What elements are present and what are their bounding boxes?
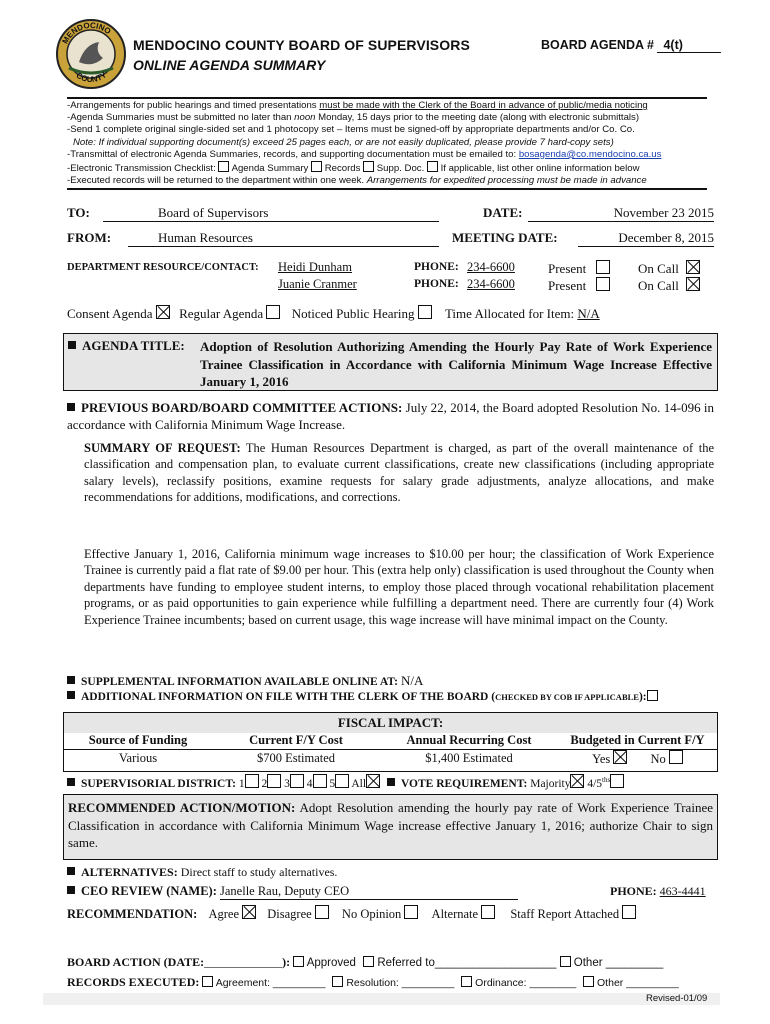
form-title: MENDOCINO COUNTY BOARD OF SUPERVISORS [133, 37, 470, 53]
to-field[interactable]: Board of Supervisors [103, 205, 439, 222]
district-row: SUPERVISORIAL DISTRICT: 1 2 3 4 5 All VOTE REQUIREMENT: Majority $4/5^{ths}$ [67, 774, 624, 790]
agenda-number-label: BOARD AGENDA # [541, 38, 654, 52]
records-executed-row: RECORDS EXECUTED: Agreement: _________ Resolution: _________ Ordinance: ________ Other _________ [67, 975, 679, 989]
fiscal-table [64, 732, 717, 767]
fiscal-impact-box [63, 712, 718, 772]
ceo-recommendation-row: RECOMMENDATION: Agree Disagree No Opinion Alternate Staff Report Attached [67, 905, 636, 922]
referred-checkbox[interactable] [363, 956, 374, 967]
contact-label: DEPARTMENT RESOURCE/CONTACT: [67, 262, 259, 273]
district-all-checkbox[interactable] [366, 774, 380, 788]
previous-actions-label: PREVIOUS BOARD/BOARD COMMITTEE ACTIONS: [81, 400, 403, 415]
contact-name-2: Juanie Cranmer [278, 277, 357, 291]
agenda-number-block [541, 38, 721, 53]
supp-doc-checkbox[interactable] [363, 161, 374, 172]
agenda-title-text: Adoption of Resolution Authorizing Amending the Hourly Pay Rate of Work Experience Trainee Classification in Accordance with California Minimum Wage Increase Effective January 1, 2016 [200, 339, 712, 389]
agreement-checkbox[interactable] [202, 976, 213, 987]
other-action-checkbox[interactable] [560, 956, 571, 967]
district-5-checkbox[interactable] [335, 774, 349, 788]
four-fifths-checkbox[interactable] [610, 774, 624, 788]
additional-info-checkbox[interactable] [647, 690, 658, 701]
agenda-title-label: AGENDA TITLE: [68, 338, 185, 354]
resolution-checkbox[interactable] [332, 976, 343, 987]
fiscal-impact-title: FISCAL IMPACT: [64, 713, 717, 733]
meeting-date-field[interactable]: December 8, 2015 [578, 230, 714, 247]
phone-label-2: PHONE: [414, 278, 459, 290]
agenda-type-row: Consent Agenda Regular Agenda Noticed Public Hearing Time Allocated for Item: N/A [67, 306, 600, 321]
ceo-disagree-checkbox[interactable] [315, 905, 329, 919]
transmission-checklist: -Electronic Transmission Checklist: Agenda Summary Records Supp. Doc. If applicable, list other online information below [67, 163, 640, 175]
approved-checkbox[interactable] [293, 956, 304, 967]
district-3-checkbox[interactable] [290, 774, 304, 788]
summary-paragraph-2: Effective January 1, 2016, California minimum wage increases to $10.00 per hour; the classification of Work Experience Trainee is currently paid a flat rate of $9.00 per hour. This (extra help only) classification is used throughout the County when departments have funding to employee student interns, to employ those placed through vocational rehabilitation placement programs, or as paid opportunities to gain experience while fulfilling a department need. There are currently four (4) Work Experience Trainee incumbents; based on current usage, this wage increase will have minimal impact on the County. [84, 547, 714, 627]
instructions [67, 97, 707, 190]
ceo-phone: PHONE: 463-4441 [610, 884, 706, 898]
agenda-summary-checkbox[interactable] [218, 161, 229, 172]
present-row-2: Present [548, 277, 610, 294]
instruction-line: -Send 1 complete original single-sided set and 1 photocopy set – Items must be signed-off by appropriate departments and/or Co. Co. [67, 124, 635, 136]
oncall-checkbox-2[interactable] [686, 277, 700, 291]
previous-actions: PREVIOUS BOARD/BOARD COMMITTEE ACTIONS: July 22, 2014, the Board adopted Resolution No. 14-096 in accordance with California Minimum Wage Increase. [67, 400, 715, 432]
ordinance-checkbox[interactable] [461, 976, 472, 987]
meeting-date-label: MEETING DATE: [452, 230, 558, 245]
regular-agenda-checkbox[interactable] [266, 305, 280, 319]
supplemental-info: SUPPLEMENTAL INFORMATION AVAILABLE ONLINE AT: N/A [67, 673, 423, 689]
staff-report-checkbox[interactable] [622, 905, 636, 919]
phone-label-1: PHONE: [414, 261, 459, 273]
records-checkbox[interactable] [311, 161, 322, 172]
oncall-row-2: On Call [638, 277, 700, 294]
to-label: TO: [67, 205, 90, 220]
from-field[interactable]: Human Resources [128, 230, 439, 247]
recommended-action-label: RECOMMENDED ACTION/MOTION: [68, 800, 296, 815]
fiscal-current-cost: $700 Estimated [212, 750, 380, 768]
present-checkbox-2[interactable] [596, 277, 610, 291]
time-allocated-value: N/A [577, 306, 600, 321]
present-row-1: Present [548, 260, 610, 277]
instruction-note: Note: If individual supporting document(s) exceed 25 pages each, or are not easily duplicated, please provide 7 hard-copy sets) [73, 136, 614, 148]
other-record-checkbox[interactable] [583, 976, 594, 987]
email-link[interactable]: bosagenda@co.mendocino.ca.us [518, 148, 662, 160]
recommended-action-box [63, 794, 718, 860]
instruction-line: -Executed records will be returned to the department within one week. Arrangements for expedited processing must be made in advance [67, 175, 707, 190]
footer-bar [43, 993, 720, 1005]
public-hearing-checkbox[interactable] [418, 305, 432, 319]
fiscal-header: Source of Funding [88, 733, 188, 747]
fiscal-header: Current F/Y Cost [249, 733, 343, 747]
date-field[interactable]: November 23 2015 [528, 205, 714, 222]
county-seal [55, 18, 127, 90]
board-action-row: BOARD ACTION (DATE:_____________): Approved Referred to___________________ Other _________ [67, 955, 664, 969]
oncall-checkbox-1[interactable] [686, 260, 700, 274]
present-checkbox-1[interactable] [596, 260, 610, 274]
district-1-checkbox[interactable] [245, 774, 259, 788]
from-label: FROM: [67, 230, 112, 245]
other-online-checkbox[interactable] [427, 161, 438, 172]
summary-paragraph-1: SUMMARY OF REQUEST: The Human Resources Department is charged, as part of the overall maintenance of the classification and compensation plan, to evaluate current classifications, create new classifications (including appropriate salary levels), reclassify positions, examine requests for salary grade adjustments, analyze allocations, and make recommendations for additions, modifications, and corrections. [84, 441, 714, 505]
ceo-review-row: CEO REVIEW (NAME): Janelle Rau, Deputy CEO [67, 884, 518, 900]
budgeted-no-checkbox[interactable] [669, 750, 683, 764]
summary-label: SUMMARY OF REQUEST: [84, 441, 241, 455]
district-2-checkbox[interactable] [267, 774, 281, 788]
ceo-agree-checkbox[interactable] [242, 905, 256, 919]
form-subtitle: ONLINE AGENDA SUMMARY [133, 57, 326, 73]
agenda-number-value: 4(t) [657, 38, 721, 53]
fiscal-header: Annual Recurring Cost [406, 733, 532, 747]
fiscal-value-row [64, 750, 717, 768]
svg-text:MENDOCINO: MENDOCINO [60, 20, 113, 46]
revision-label: Revised-01/09 [646, 993, 708, 1004]
budgeted-yes-checkbox[interactable] [613, 750, 627, 764]
alternatives-row: ALTERNATIVES: Direct staff to study alternatives. [67, 865, 337, 880]
fiscal-header: Budgeted in Current F/Y [570, 733, 705, 747]
fiscal-recurring-cost: $1,400 Estimated [380, 750, 558, 768]
ceo-no-opinion-checkbox[interactable] [404, 905, 418, 919]
fiscal-budgeted: Yes No [558, 750, 717, 768]
agenda-title-box [63, 333, 718, 391]
ceo-name-field[interactable]: Janelle Rau, Deputy CEO [220, 884, 518, 900]
ceo-alternate-checkbox[interactable] [481, 905, 495, 919]
instruction-line: -Arrangements for public hearings and timed presentations must be made with the Clerk of the Board in advance of public/media noticing [67, 100, 648, 111]
instruction-line: -Agenda Summaries must be submitted no later than noon Monday, 15 days prior to the meeting date (along with electronic submittals) [67, 112, 640, 124]
fiscal-source-value: Various [64, 750, 212, 768]
consent-agenda-checkbox[interactable] [156, 305, 170, 319]
contact-name-1: Heidi Dunham [278, 260, 352, 274]
oncall-row-1: On Call [638, 260, 700, 277]
instruction-line: -Transmittal of electronic Agenda Summaries, records, and supporting documentation must be emailed to: bosagenda@co.mendocino.ca.us [67, 148, 662, 160]
majority-checkbox[interactable] [570, 774, 584, 788]
additional-info: ADDITIONAL INFORMATION ON FILE WITH THE CLERK OF THE BOARD (CHECKED BY COB IF APPLICABLE): [67, 690, 658, 703]
district-4-checkbox[interactable] [313, 774, 327, 788]
recommended-action-text: RECOMMENDED ACTION/MOTION: Adopt Resolution amending the hourly pay rate of Work Experience Trainee Classification in accordance with California Minimum Wage increase effective January 1, 2016; authorize Chair to sign same. [68, 800, 713, 850]
svg-text:COUNTY: COUNTY [74, 70, 109, 85]
contact-phone-1: 234-6600 [467, 260, 515, 274]
date-label: DATE: [483, 205, 523, 220]
contact-phone-2: 234-6600 [467, 277, 515, 291]
fiscal-header-row [64, 732, 717, 750]
